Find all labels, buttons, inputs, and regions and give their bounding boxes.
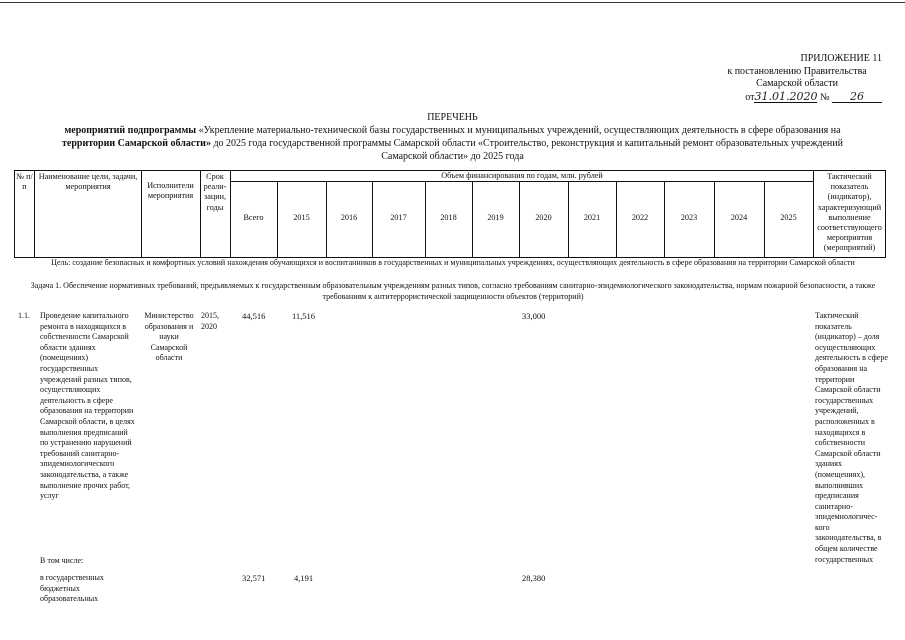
handwritten-number: 26 [832,91,882,103]
header-year-total: Всего [243,213,264,222]
header-year-2024: 2024 [730,213,748,222]
row-term: 2015, 2020 [201,311,219,331]
header-year-2018: 2018 [440,213,457,222]
header-year-2016: 2016 [340,213,358,222]
header-indicator: Тактический показатель (индикатор), характеризующий выполнение соответствующего мероприятия (мероприятий) [817,172,882,253]
header-year-2017: 2017 [390,213,407,222]
header-no: № п/п [16,172,33,192]
row-total: 44,516 [242,311,266,321]
header-executor: Исполнители мероприятия [147,181,194,201]
row-indicator: Тактический показатель (индикатор) – доля осуществляющих деятельность в сфере образования на территории Самарской области государственных учреждений, расположенных в находящихся в собственности Самарской области зданиях (помещениях), выполнивших предписания санитарно-эпидемиологичес-кого законодательства, в общем количестве государственных [815,311,888,564]
header-year-2022: 2022 [631,213,649,222]
row-number: 1.1. [18,311,30,320]
appendix-block [712,53,882,104]
appendix-region: Самарской области [756,78,838,89]
row-executor: Министерство образования и науки Самарской области [144,311,194,363]
document-title: ПЕРЕЧЕНЬ [427,112,478,123]
date-prefix: от [745,91,755,103]
row-2015: 11,516 [292,311,316,321]
row2-2015: 4,191 [294,573,314,583]
header-name: Наименование цели, задачи, мероприятия [38,172,138,192]
document-subtitle [20,124,885,163]
appendix-title: ПРИЛОЖЕНИЕ 11 [800,53,882,64]
header-year-2025: 2025 [780,213,797,222]
scan-top-border [0,2,905,3]
subtitle-rest-2: до 2025 года государственной программы Самарской области «Строительство, реконструкция и капитальный ремонт образовательных учреждений [210,138,843,149]
subtitle-bold-1: мероприятий подпрограммы [64,125,197,136]
row2-name: в государственных бюджетных образовательных [40,573,104,604]
handwritten-date: 31.01.2020 [754,89,818,103]
row-name: Проведение капитального ремонта в находящихся в собственности Самарской области зданиях (помещениях) государственных учреждений разных типов, осуществляющих деятельность в сфере образования на территории Самарской области, в целях выполнения предписаний по устранению нарушений требований санитарно-эпидемиологического законодательства, а также выполнение прочих работ, услуг [40,311,135,501]
row2-2020: 28,380 [522,573,546,583]
header-year-2019: 2019 [487,213,504,222]
including-label: В том числе: [40,556,84,565]
header-term: Срок реали- зации, годы [203,172,227,212]
task-text: Задача 1. Обеспечение нормативных требований, предъявляемых к государственным образовательным учреждениям разных типов, согласно требованиям санитарно-эпидемиологического законодательства, нормам пожарной безопасности, а также требованиям к антитеррористической защищенности объектов (территорий) [30,281,876,301]
header-year-2021: 2021 [583,213,601,222]
header-year-2020: 2020 [535,213,552,222]
appendix-date-line [712,91,882,105]
subtitle-bold-2: территории Самарской области» [62,138,211,149]
row-2020: 33,000 [522,311,546,321]
header-funding: Объем финансирования по годам, млн. рублей [441,171,603,180]
number-label: № [819,91,830,103]
subtitle-line-3: Самарской области» до 2025 года [381,151,524,162]
appendix-decree: к постановлению Правительства [727,65,867,77]
header-year-2023: 2023 [680,213,698,222]
table-header [14,170,886,258]
header-year-2015: 2015 [293,213,310,222]
goal-text: Цель: создание безопасных и комфортных условий нахождения обучающихся и воспитанников в государственных и муниципальных учреждениях, осуществляющих деятельность в сфере образования на территории Самарской области [51,258,855,267]
subtitle-rest-1: «Укрепление материально-технической базы государственных и муниципальных учреждений, осуществляющих деятельность в сфере образования на [196,125,841,136]
row2-total: 32,571 [242,573,266,583]
